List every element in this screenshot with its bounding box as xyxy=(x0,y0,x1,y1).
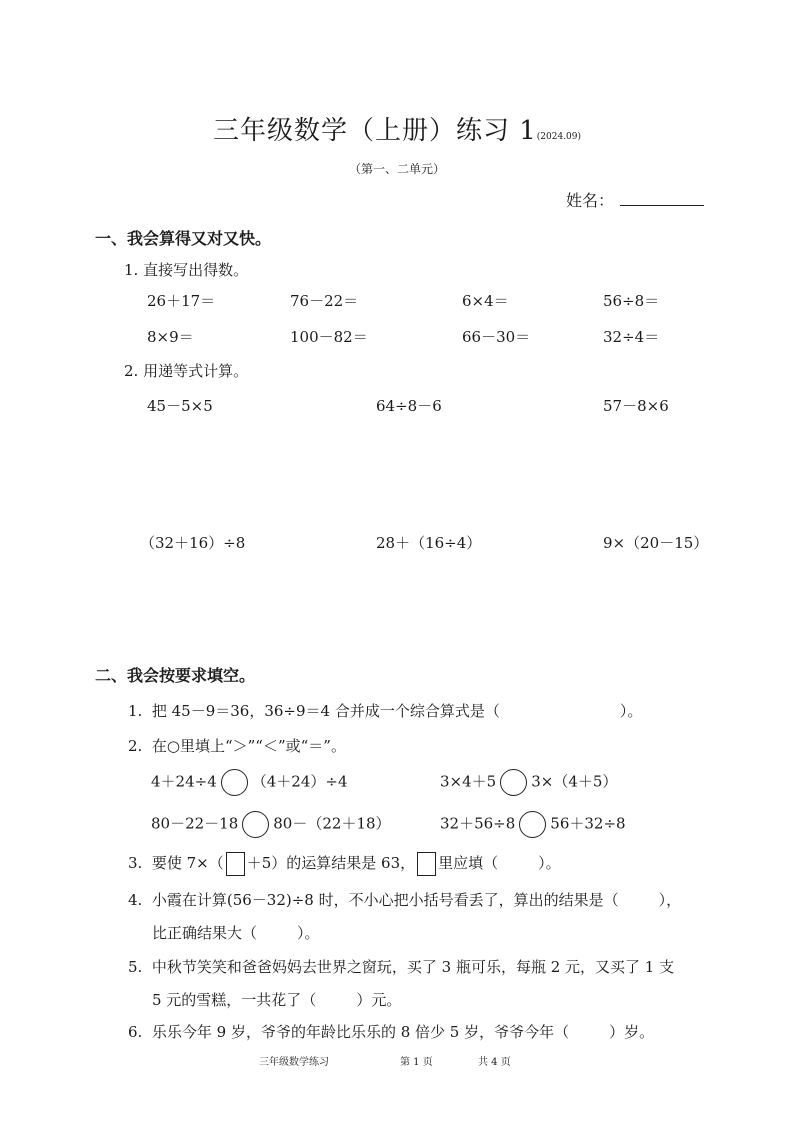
compare-row xyxy=(440,769,617,796)
compare-left: 80－22－18 xyxy=(151,814,239,833)
compare-left: 32＋56÷8 xyxy=(440,814,516,833)
stepwise-calc-item: 9×（20－15） xyxy=(603,534,709,552)
question-text: 乐乐今年 9 岁，爷爷的年龄比乐乐的 8 倍少 5 岁，爷爷今年（ xyxy=(151,1023,570,1041)
title-date: (2024.09) xyxy=(536,132,582,142)
question-text-end: ）元。 xyxy=(356,991,402,1009)
question-number: 4. xyxy=(128,891,143,909)
question-text: 里应填（ xyxy=(438,854,499,872)
compare-right: （4＋24）÷4 xyxy=(251,772,348,791)
title-text: 三年级数学（上册）练习 1 xyxy=(212,116,537,146)
compare-circle-blank[interactable] xyxy=(221,769,248,796)
square-blank[interactable] xyxy=(417,852,436,876)
compare-left: 4＋24÷4 xyxy=(151,772,217,791)
question-number: 3. xyxy=(128,854,143,872)
section1-heading: 一、我会算得又对又快。 xyxy=(95,229,272,248)
compare-left: 3×4＋5 xyxy=(440,772,497,791)
oral-calc-item: 6×4＝ xyxy=(462,292,509,310)
s2-q5-line2 xyxy=(152,989,401,1010)
name-field[interactable] xyxy=(566,188,704,211)
question-number: 2. xyxy=(128,737,143,755)
question-number: 1. xyxy=(128,702,143,720)
page-title xyxy=(0,110,794,147)
s2-q4-line2 xyxy=(152,922,320,943)
stepwise-calc-item: 45－5×5 xyxy=(147,397,213,415)
stepwise-calc-item: 28＋（16÷4） xyxy=(376,534,482,552)
question-text: 在○里填上“＞”“＜”或“＝”。 xyxy=(151,737,346,755)
compare-circle-blank[interactable] xyxy=(519,811,546,838)
question-number: 6. xyxy=(128,1023,143,1041)
question-text: 中秋节笑笑和爸爸妈妈去世界之窗玩，买了 3 瓶可乐，每瓶 2 元，又买了 1 支 xyxy=(151,958,675,976)
s2-q6 xyxy=(128,1021,654,1042)
question-text: 5 元的雪糕，一共花了（ xyxy=(152,991,317,1009)
s2-q4-line1 xyxy=(128,889,681,910)
oral-calc-item: 100－82＝ xyxy=(290,328,368,346)
name-blank[interactable] xyxy=(620,191,704,206)
oral-calc-item: 8×9＝ xyxy=(147,328,194,346)
question-text-end: ）岁。 xyxy=(609,1023,655,1041)
compare-circle-blank[interactable] xyxy=(500,769,527,796)
stepwise-calc-item: 57－8×6 xyxy=(603,397,669,415)
oral-calc-item: 76－22＝ xyxy=(290,292,359,310)
s2-q3 xyxy=(128,852,561,876)
question-text-end: ）， xyxy=(658,891,682,909)
s2-q1 xyxy=(128,700,642,721)
compare-right: 56＋32÷8 xyxy=(550,814,626,833)
question-text-end: ）。 xyxy=(297,924,320,942)
question-text-end: ）。 xyxy=(538,854,561,872)
s2-q5-line1 xyxy=(128,956,674,977)
footer-page: 第 1 页 xyxy=(400,1057,433,1068)
question-text: 小霞在计算(56－32)÷8 时，不小心把小括号看丢了，算出的结果是（ xyxy=(151,891,619,909)
square-blank[interactable] xyxy=(226,852,245,876)
compare-circle-blank[interactable] xyxy=(242,811,269,838)
compare-right: 80－（22＋18） xyxy=(273,814,391,833)
oral-calc-item: 56÷8＝ xyxy=(603,292,660,310)
s1-q1-label: 1. 直接写出得数。 xyxy=(124,261,249,279)
question-text-end: ）。 xyxy=(619,702,643,720)
compare-row xyxy=(151,769,348,796)
stepwise-calc-item: （32＋16）÷8 xyxy=(140,534,246,552)
oral-calc-item: 26＋17＝ xyxy=(147,292,216,310)
footer-total: 共 4 页 xyxy=(478,1057,511,1068)
question-text: ＋5）的运算结果是 63， xyxy=(246,854,416,872)
compare-row xyxy=(151,811,391,838)
question-text: 把 45－9＝36，36÷9＝4 合并成一个综合算式是（ xyxy=(151,702,500,720)
name-label: 姓名： xyxy=(566,191,615,210)
footer-label: 三年级数学练习 xyxy=(259,1057,329,1068)
s2-q2 xyxy=(128,735,346,756)
page-subtitle: （第一、二单元） xyxy=(348,162,445,176)
question-number: 5. xyxy=(128,958,143,976)
compare-right: 3×（4＋5） xyxy=(531,772,618,791)
oral-calc-item: 32÷4＝ xyxy=(603,328,660,346)
section2-heading: 二、我会按要求填空。 xyxy=(95,666,256,685)
s1-q2-label: 2. 用递等式计算。 xyxy=(124,362,249,380)
compare-row xyxy=(440,811,626,838)
question-text: 比正确结果大（ xyxy=(152,924,258,942)
question-text: 要使 7×（ xyxy=(151,854,224,872)
oral-calc-item: 66－30＝ xyxy=(462,328,531,346)
stepwise-calc-item: 64÷8－6 xyxy=(376,397,442,415)
